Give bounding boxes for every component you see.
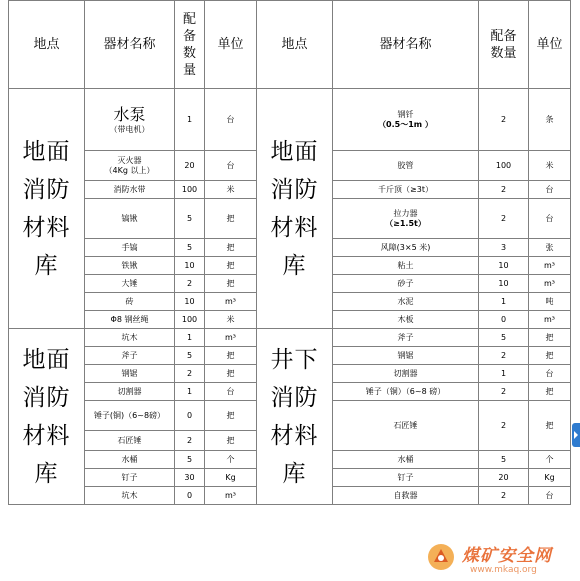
item-unit-text: 把 [226,260,235,270]
item-name: 石匠锤 [393,420,418,430]
item-qty [479,199,529,239]
item-name: 坑木 [121,332,138,342]
item-qty [479,487,529,505]
location-cell [257,329,333,505]
item-name: 切割器 [393,368,418,378]
item-unit-text: 把 [226,278,235,288]
item-qty [479,257,529,275]
item-name-cell [333,365,479,383]
item-unit [205,365,257,383]
item-qty [175,311,205,329]
item-name-cell [85,401,175,431]
item-unit [529,311,571,329]
location-line: 库 [34,460,59,487]
item-qty-text: 1 [500,368,507,378]
item-qty-text: 10 [498,260,509,270]
item-qty [175,293,205,311]
item-name-cell [85,239,175,257]
item-name-cell [85,431,175,451]
item-qty-text: 5 [500,454,507,464]
item-qty [175,365,205,383]
item-qty [175,401,205,431]
item-qty-text: 100 [495,160,512,170]
item-name-cell [85,311,175,329]
item-unit [205,89,257,151]
item-unit-text: 把 [545,420,554,430]
location-line: 材料 [270,422,319,449]
item-unit [529,293,571,311]
item-name-cell [333,487,479,505]
location-line: 地面 [270,138,319,165]
equipment-table-wrapper [8,0,571,505]
item-qty [479,383,529,401]
item-name: 砖 [125,296,134,306]
item-qty-text: 2 [500,213,507,223]
item-name-cell [85,89,175,151]
header-name-left: 器材名称 [85,1,175,89]
item-qty-text: 2 [500,490,507,500]
item-name: 风障(3×5 米) [380,242,431,252]
item-unit-text: 米 [226,184,235,194]
item-unit [205,451,257,469]
item-unit [529,181,571,199]
item-unit-text: m³ [225,490,236,500]
item-qty [479,451,529,469]
item-name: 水桶 [397,454,414,464]
location-cell [257,89,333,329]
item-qty [175,347,205,365]
item-name: 水桶 [121,454,138,464]
item-unit-text: Kg [544,472,555,482]
equipment-table [8,0,571,505]
item-unit [529,365,571,383]
item-unit-text: m³ [225,332,236,342]
item-qty [479,151,529,181]
item-unit-text: 把 [226,350,235,360]
item-qty [479,347,529,365]
item-name: 手镐 [121,242,138,252]
location-line: 材料 [22,422,71,449]
item-qty-text: 2 [186,368,193,378]
item-qty [175,275,205,293]
item-qty [175,431,205,451]
item-unit-text: 台 [226,114,235,124]
item-unit-text: m³ [544,278,555,288]
item-name-cell [85,383,175,401]
item-name-cell [85,329,175,347]
item-unit [529,347,571,365]
item-qty-text: 5 [186,350,193,360]
item-name: 镐锹 [121,213,138,223]
item-unit [205,311,257,329]
location-line: 消防 [22,384,71,411]
header-unit-right: 单位 [529,1,571,89]
item-qty [175,239,205,257]
item-qty [175,487,205,505]
item-unit [205,329,257,347]
item-name: 千斤顶（≥3t） [378,184,433,194]
location-line: 地面 [22,138,71,165]
item-unit-text: m³ [544,314,555,324]
item-qty [479,469,529,487]
item-name: 斧子 [397,332,414,342]
item-unit [205,257,257,275]
item-qty-text: 0 [500,314,507,324]
item-name: 砂子 [397,278,414,288]
item-qty-text: 1 [186,386,193,396]
item-note: （带电机） [109,124,150,134]
item-name: 粘土 [397,260,414,270]
item-name: 自救器 [393,490,418,500]
item-name-cell [333,293,479,311]
item-unit [529,199,571,239]
item-name-cell [85,257,175,275]
item-unit-text: 张 [545,242,554,252]
item-name: 钉子 [397,472,414,482]
item-name-cell [333,151,479,181]
header-row [9,1,571,89]
item-name-cell [333,257,479,275]
item-qty [175,257,205,275]
item-qty-text: 1 [500,296,507,306]
item-unit-text: 台 [545,213,554,223]
item-qty-text: 0 [186,410,193,420]
location-line: 材料 [270,214,319,241]
location-cell [9,89,85,329]
item-name-cell [85,469,175,487]
item-qty-text: 1 [186,332,193,342]
item-qty [175,181,205,199]
item-qty-text: 2 [186,278,193,288]
item-unit [205,199,257,239]
item-qty-text: 20 [184,160,195,170]
item-unit-text: 把 [226,435,235,445]
item-qty-text: 10 [184,260,195,270]
header-name-right: 器材名称 [333,1,479,89]
item-unit [529,89,571,151]
item-name-cell [85,199,175,239]
item-qty-text: 2 [500,386,507,396]
item-unit-text: 米 [226,314,235,324]
item-unit-text: 把 [545,386,554,396]
item-qty [175,199,205,239]
item-unit-text: 台 [545,490,554,500]
item-unit [205,431,257,451]
location-line: 地面 [22,346,71,373]
item-qty-text: 5 [500,332,507,342]
location-line: 库 [282,460,307,487]
item-unit [529,151,571,181]
item-qty [479,365,529,383]
item-name-cell [85,347,175,365]
location-line: 库 [34,252,59,279]
item-qty-text: 30 [184,472,195,482]
item-unit [205,181,257,199]
location-line: 材料 [22,214,71,241]
item-unit-text: 个 [545,454,554,464]
item-name-cell [85,487,175,505]
item-name: 坑木 [121,490,138,500]
item-name: 灭火器 [117,155,142,165]
item-unit-text: 台 [226,386,235,396]
item-qty-text: 100 [181,184,198,194]
item-qty [175,469,205,487]
item-qty [479,239,529,257]
item-unit [205,239,257,257]
location-line: 井下 [270,346,319,373]
item-name-cell [333,89,479,151]
item-name: 锤子(铜)（6~8磅） [93,410,166,420]
watermark-url: www.mkaq.org [470,565,537,575]
item-name: 钢锯 [397,350,414,360]
side-expand-tab[interactable] [572,423,580,447]
item-qty [175,89,205,151]
item-unit-text: m³ [544,260,555,270]
item-qty-text: 100 [181,314,198,324]
location-line: 消防 [270,176,319,203]
item-unit-text: 条 [545,114,554,124]
item-name-cell [333,239,479,257]
item-name-cell [85,365,175,383]
item-name-cell [85,151,175,181]
item-name-cell [333,275,479,293]
item-unit-text: m³ [225,296,236,306]
table-row [9,329,571,347]
item-qty-text: 2 [500,184,507,194]
item-name-cell [333,401,479,451]
item-qty-text: 5 [186,213,193,223]
item-name: 锤子（铜）（6~8 磅） [365,386,446,396]
table-row [9,89,571,151]
item-unit-text: 台 [226,160,235,170]
item-qty [479,401,529,451]
item-note: （≥1.5t） [385,218,426,228]
item-qty-text: 5 [186,454,193,464]
item-name: 胶管 [397,160,414,170]
item-unit [205,151,257,181]
item-unit-text: Kg [225,472,236,482]
item-qty-text: 5 [186,242,193,252]
item-unit [205,469,257,487]
item-unit [529,257,571,275]
header-qty-left [175,1,205,89]
item-qty-text: 10 [498,278,509,288]
header-unit-left: 单位 [205,1,257,89]
item-name: 钢锯 [121,368,138,378]
item-name: 木板 [397,314,414,324]
item-name-cell [333,451,479,469]
item-unit-text: 把 [226,213,235,223]
item-qty [479,181,529,199]
item-name: 钉子 [121,472,138,482]
item-unit [529,275,571,293]
item-unit [529,401,571,451]
item-unit [529,239,571,257]
item-unit [205,293,257,311]
location-line: 库 [282,252,307,279]
item-qty [175,383,205,401]
item-name-cell [333,469,479,487]
item-name: 水泵 [113,104,146,124]
item-name: Φ8 钢丝绳 [110,314,149,324]
item-name-cell [85,275,175,293]
item-unit-text: 个 [226,454,235,464]
item-unit-text: 把 [226,242,235,252]
item-qty [175,451,205,469]
item-qty-text: 2 [186,435,193,445]
item-name: 水泥 [397,296,414,306]
item-qty-text: 2 [500,114,507,124]
item-unit-text: 米 [545,160,554,170]
item-unit-text: 吨 [545,296,554,306]
item-name: 切割器 [117,386,142,396]
item-note: （0.5～1m ） [378,119,433,129]
item-unit-text: 台 [545,368,554,378]
item-unit-text: 把 [545,350,554,360]
item-qty-text: 3 [500,242,507,252]
header-qty-text-right: 配备数量 [490,28,517,61]
item-name-cell [333,383,479,401]
item-qty-text: 2 [500,350,507,360]
item-name: 斧子 [121,350,138,360]
item-qty [175,329,205,347]
item-name-cell [85,293,175,311]
location-line: 消防 [270,384,319,411]
header-qty-text: 配备数量 [182,11,196,78]
item-unit [205,401,257,431]
item-unit [529,469,571,487]
item-unit-text: 台 [545,184,554,194]
item-qty-text: 10 [184,296,195,306]
header-location-left: 地点 [9,1,85,89]
item-note: （4Kg 以上） [104,165,155,175]
header-qty-right [479,1,529,89]
item-qty-text: 0 [186,490,193,500]
item-unit-text: 把 [545,332,554,342]
item-qty [175,151,205,181]
header-location-right: 地点 [257,1,333,89]
item-qty-text: 20 [498,472,509,482]
item-name-cell [333,347,479,365]
item-qty [479,293,529,311]
item-name: 大锤 [121,278,138,288]
item-name: 钢钎 [397,109,414,119]
watermark-logo-icon [426,542,456,572]
location-cell [9,329,85,505]
watermark-text: 煤矿安全网 [462,546,552,566]
item-unit [205,487,257,505]
item-qty-text: 2 [500,420,507,430]
item-name-cell [333,199,479,239]
item-name-cell [85,451,175,469]
item-unit [205,383,257,401]
item-qty-text: 1 [186,114,193,124]
item-qty [479,311,529,329]
item-unit [529,487,571,505]
item-qty [479,275,529,293]
item-unit-text: 把 [226,368,235,378]
item-name: 铁锹 [121,260,138,270]
item-name-cell [333,181,479,199]
item-name-cell [85,181,175,199]
item-name: 石匠锤 [117,435,142,445]
item-qty [479,89,529,151]
location-line: 消防 [22,176,71,203]
table-body [9,89,571,505]
item-unit [205,275,257,293]
item-name: 消防水带 [113,184,146,194]
item-qty [479,329,529,347]
item-unit-text: 把 [226,410,235,420]
item-unit [529,383,571,401]
item-name-cell [333,311,479,329]
item-unit [529,451,571,469]
item-name-cell [333,329,479,347]
item-unit [529,329,571,347]
item-unit [205,347,257,365]
item-name: 拉力器 [393,208,418,218]
